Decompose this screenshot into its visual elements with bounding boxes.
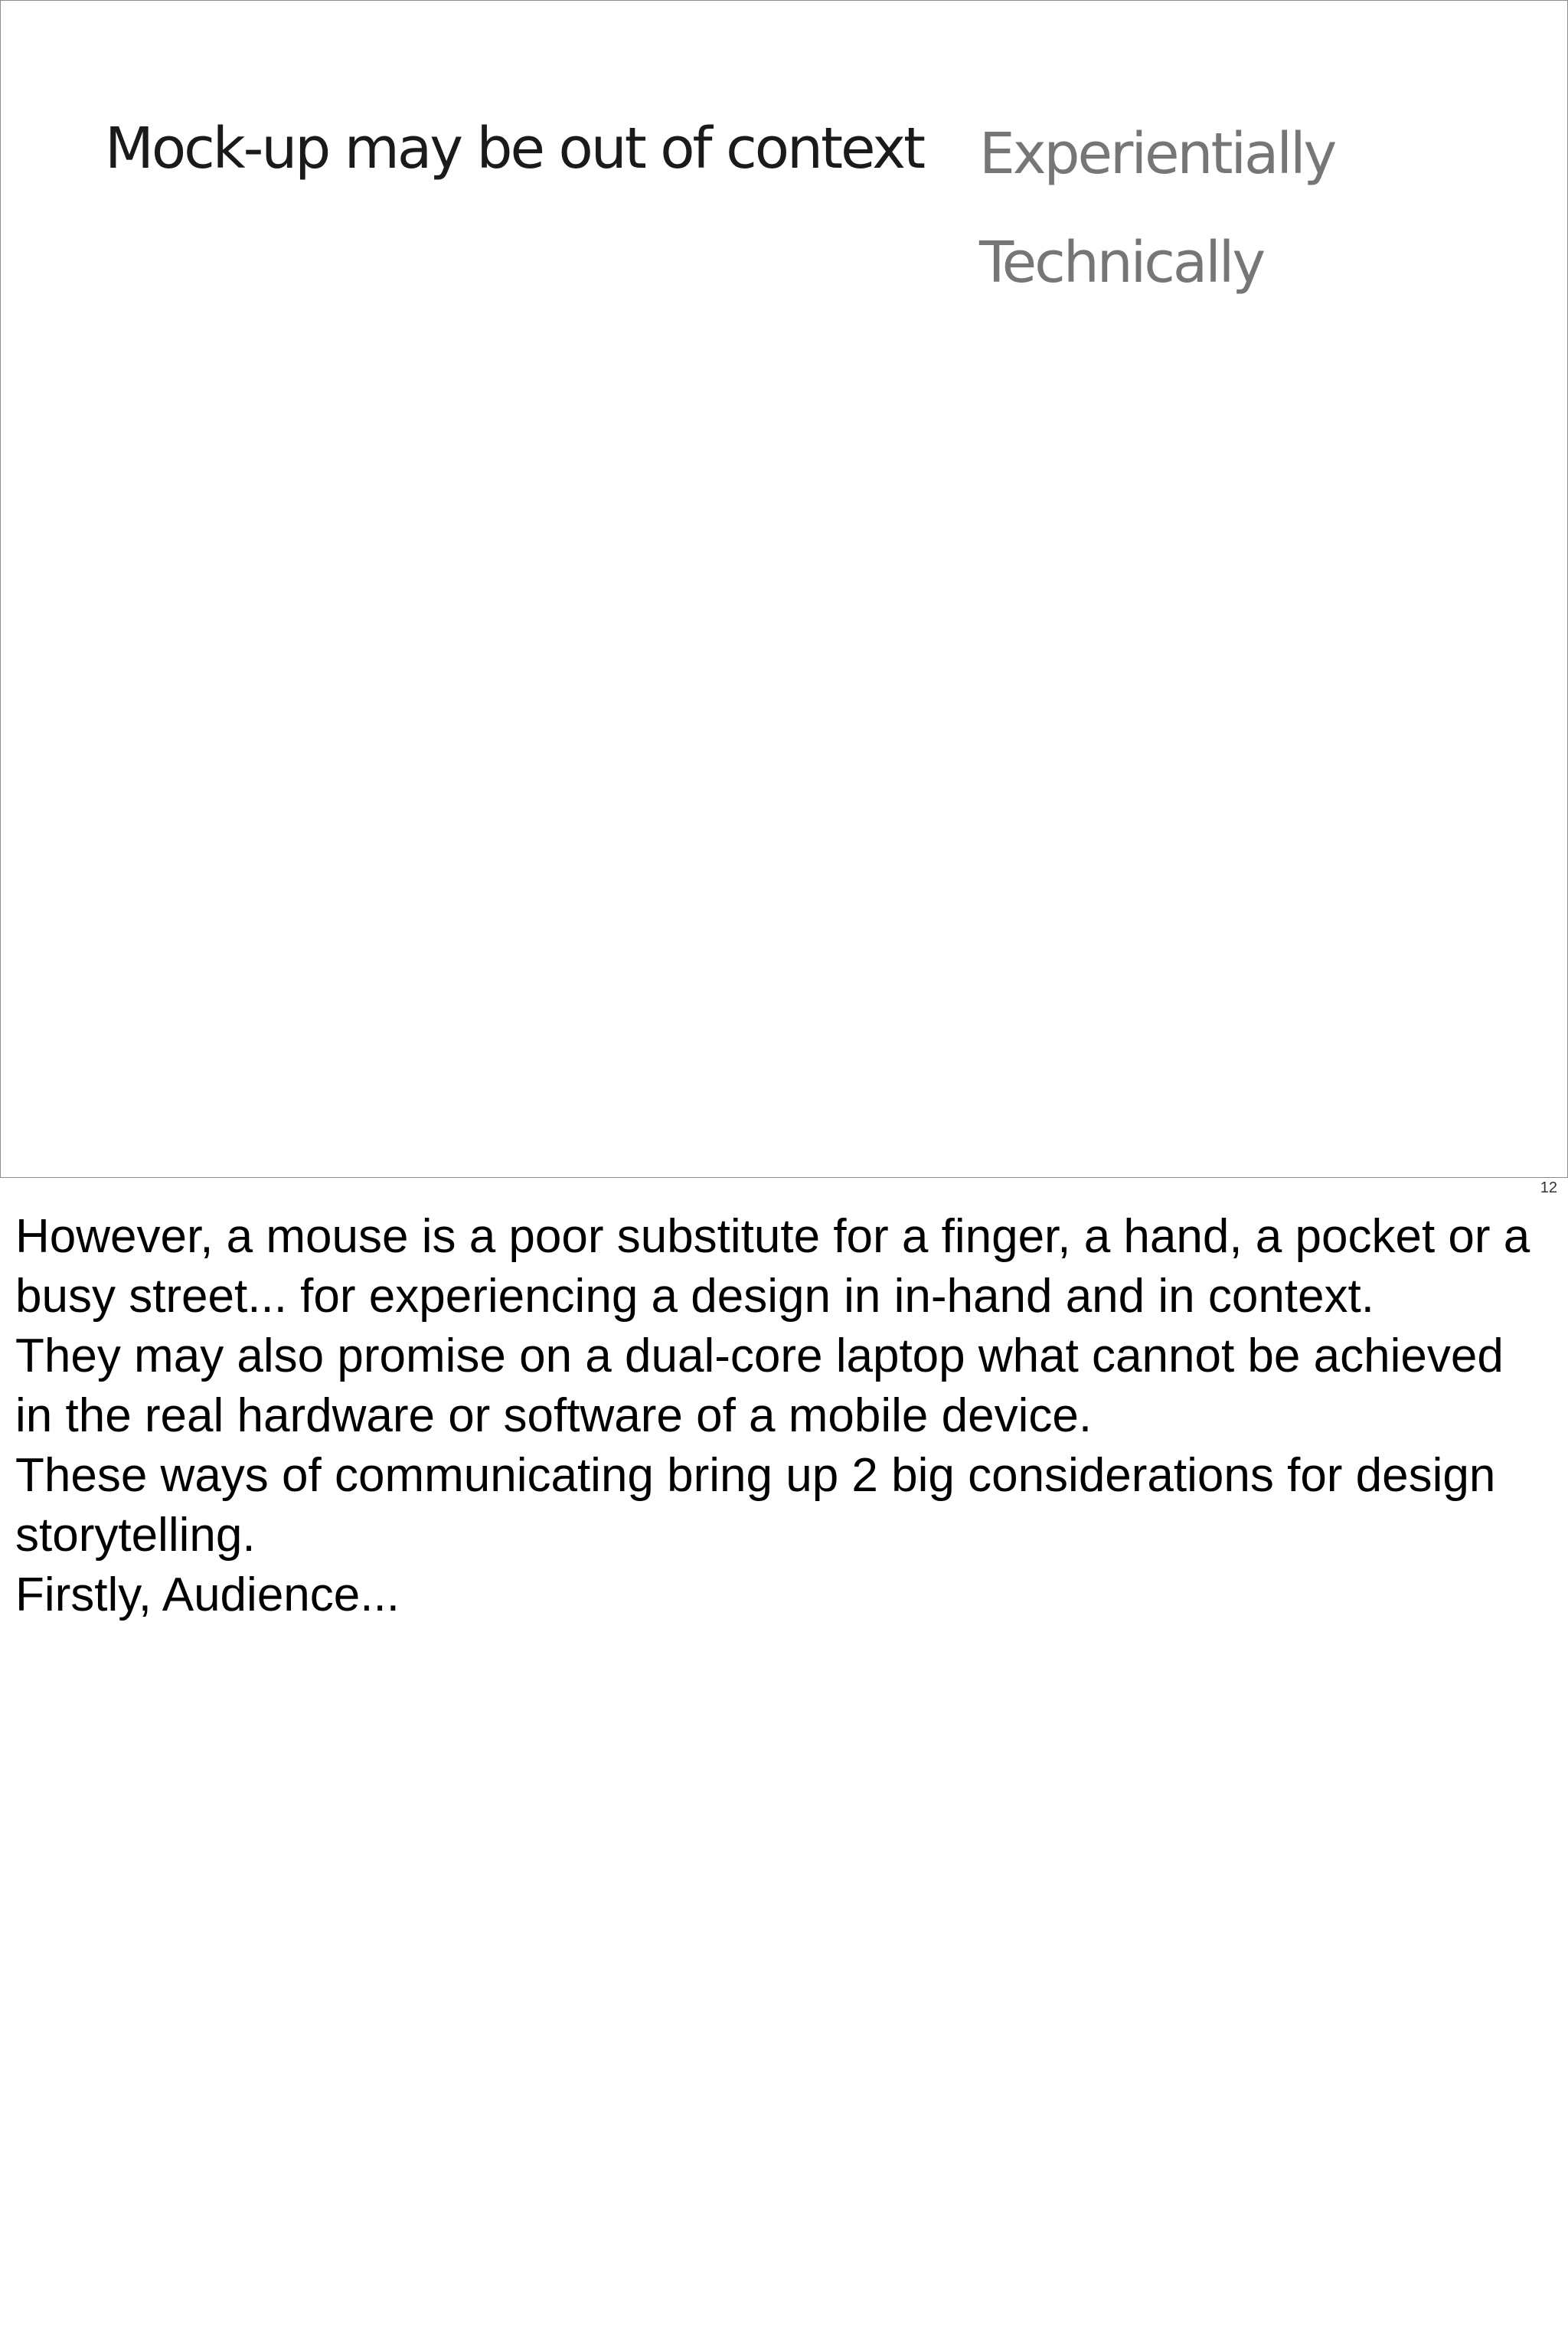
aspect-item-technically: Technically [979, 230, 1264, 296]
slide-heading: Mock-up may be out of context [105, 116, 923, 182]
notes-paragraph: They may also promise on a dual-core laptop what cannot be achieved in the real hardware or software of a mobile device. [15, 1330, 1504, 1442]
notes-paragraph: Firstly, Audience... [15, 1568, 400, 1621]
speaker-notes [15, 1207, 1547, 1625]
aspect-list [979, 116, 1334, 333]
page-number: 12 [1540, 1179, 1557, 1196]
notes-paragraph: However, a mouse is a poor substitute for a finger, a hand, a pocket or a busy street... for experiencing a design in in-hand and in context. [15, 1210, 1530, 1323]
aspect-item-experientially: Experientially [979, 121, 1335, 187]
notes-paragraph: These ways of communicating bring up 2 big considerations for design storytelling. [15, 1449, 1496, 1562]
